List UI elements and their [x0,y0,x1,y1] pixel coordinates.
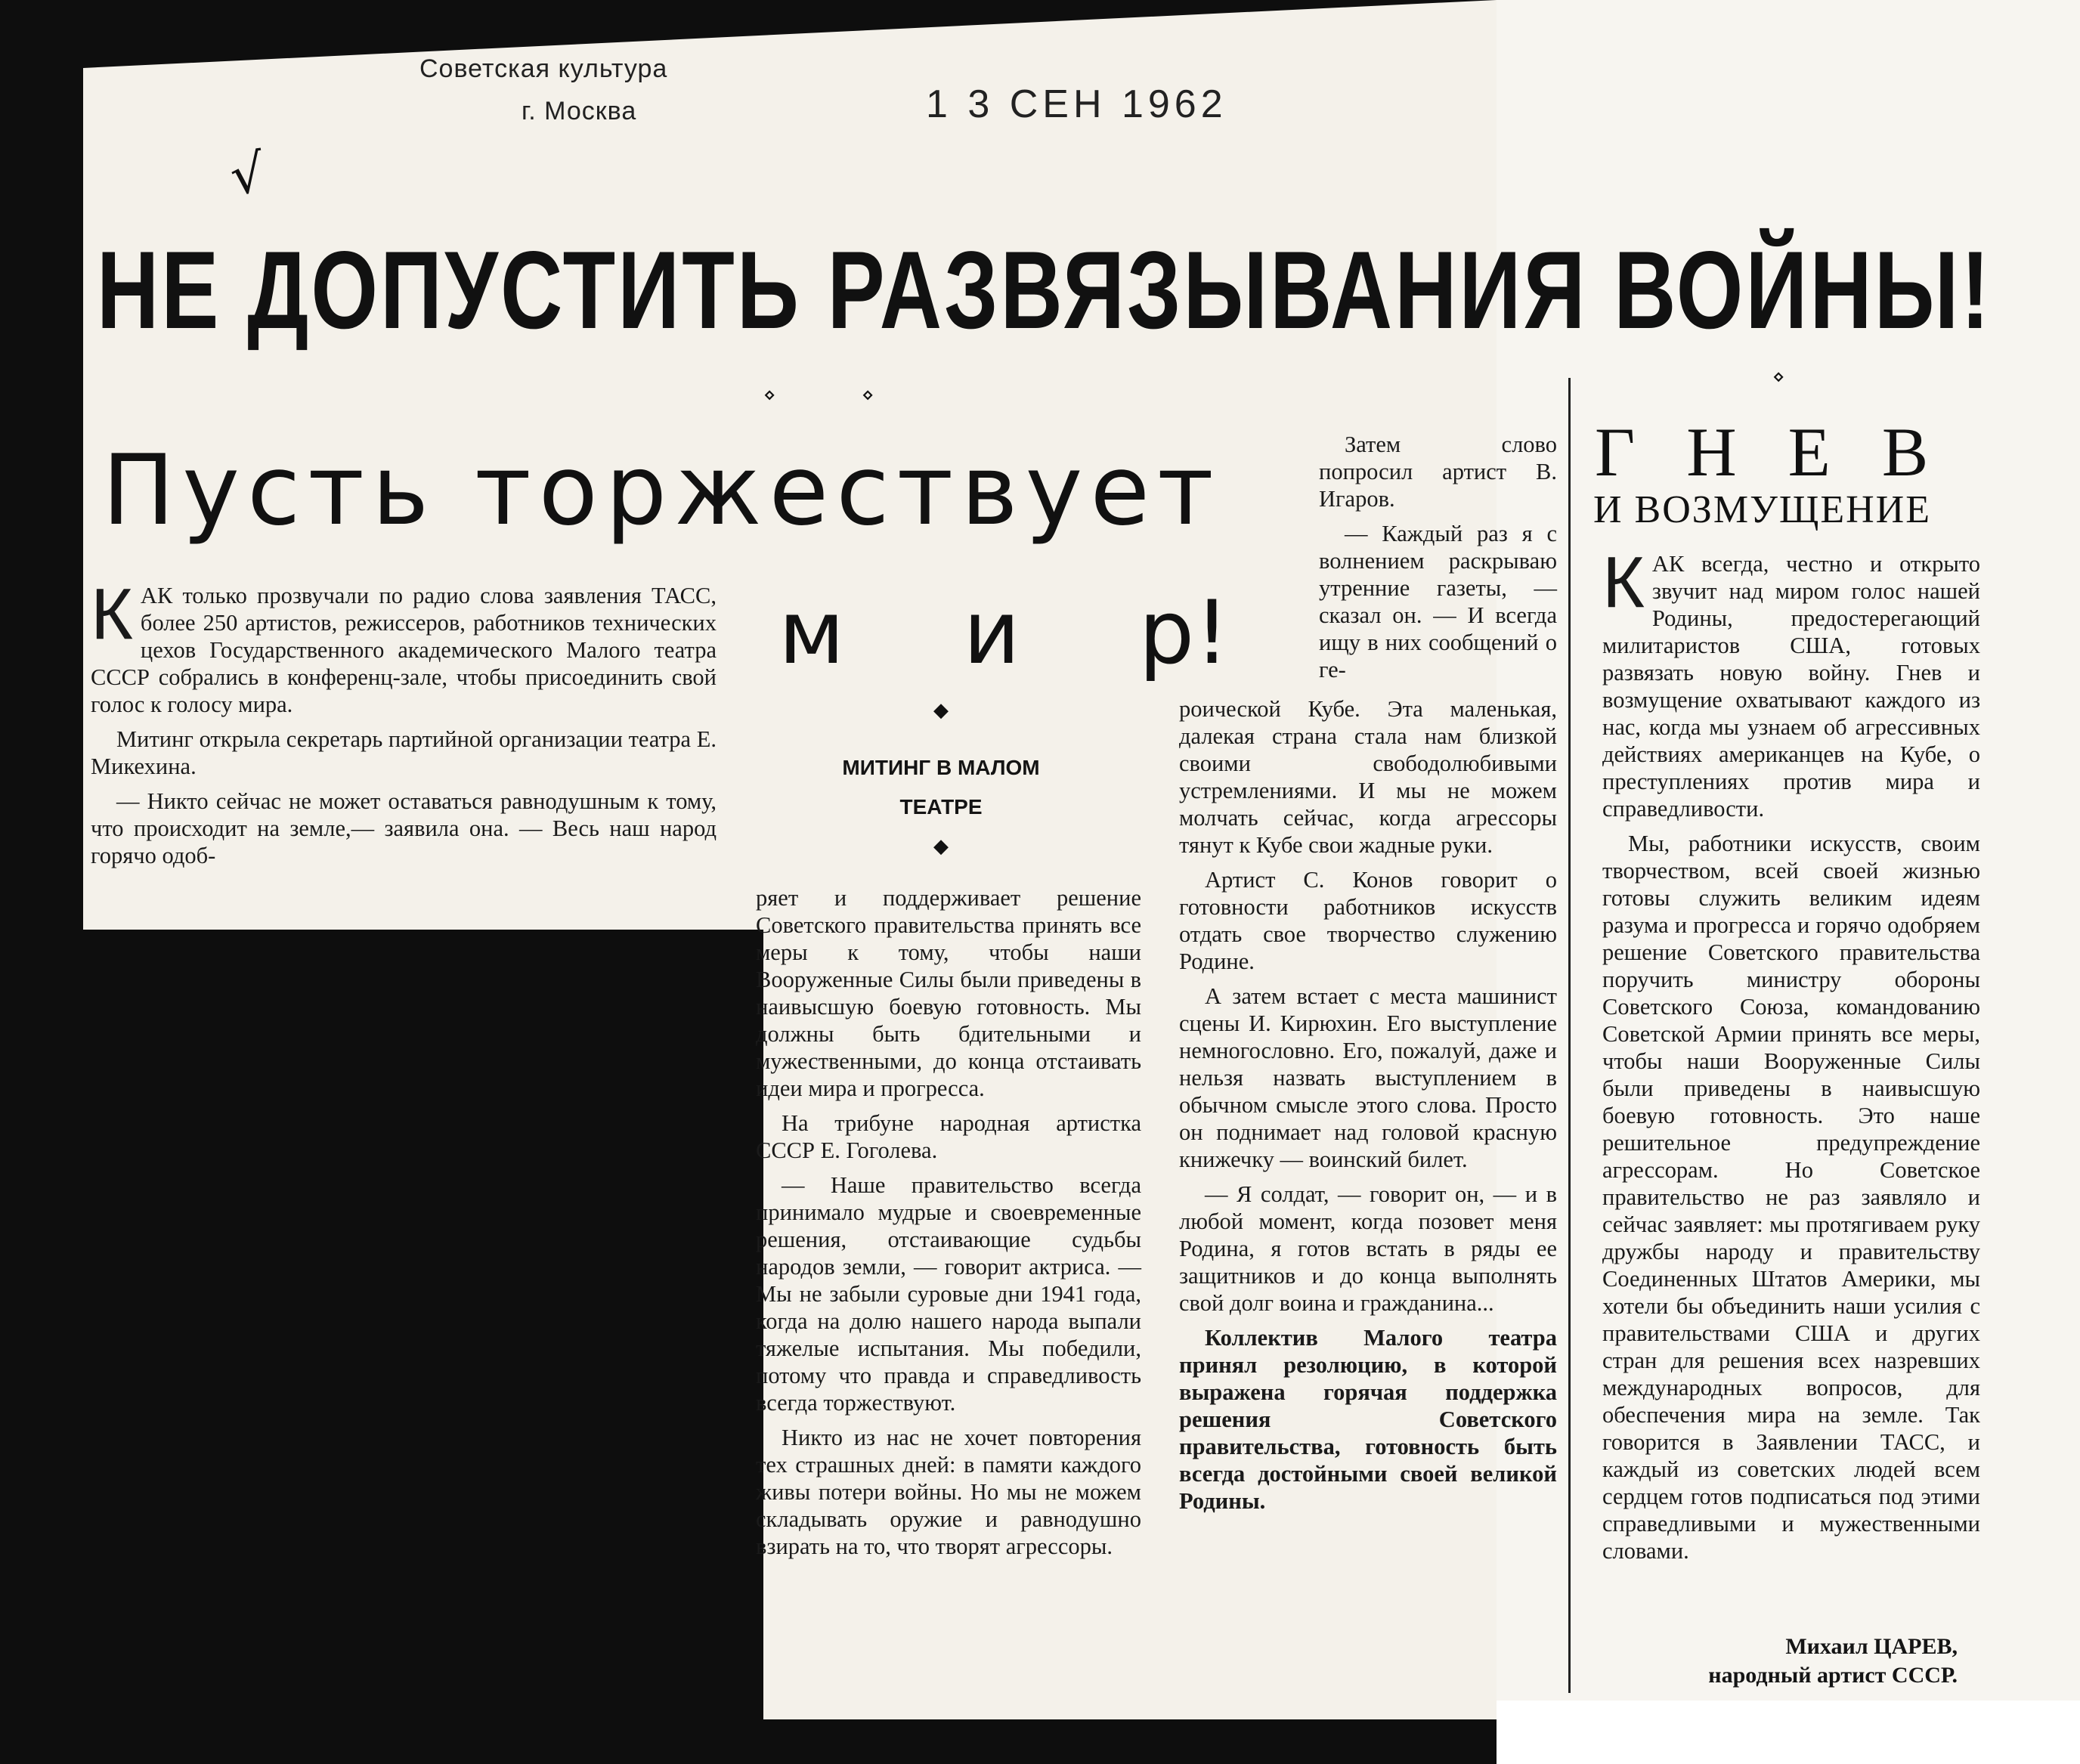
signature-name: Михаил ЦАРЕВ, [1785,1634,1958,1659]
paragraph: Никто из нас не хочет повторения тех страшных дней: в памяти каждого живы потери войны. Но мы не можем складывать оружие и равнодушно взирать на то, что творят агрессоры. [756,1425,1141,1559]
date-stamp: 1 3 СЕН 1962 [926,82,1227,126]
paragraph: КАК только прозвучали по радио слова заявления ТАСС, более 250 артистов, режиссеров, работников технических цехов Государственного академического Малого театра СССР собрались в конференц-зале, чтобы присоединить свой голос к голосу мира. [91,574,717,717]
diamond-icon: ◆ [933,699,949,722]
column-divider [1568,378,1571,1693]
diamond-icon: ⋄ [1772,366,1785,388]
resolution-paragraph: Коллектив Малого театра принял резолюцию, в которой выражена горячая поддержка решения Советского правительства, готовность быть всегда достойными своей великой Родины. [1179,1325,1557,1514]
paragraph: КАК всегда, честно и открыто звучит над миром голос нашей Родины, предостерегающий милитаристов США, готовых развязать новую войну. Гнев и возмущение охватывают каждого из нас, когда мы узнаем об агрессивных действиях американцев на Кубе, о преступлениях против мира и справедливости. [1602,542,1980,822]
article-kicker: МИТИНГ В МАЛОМ ТЕАТРЕ [842,756,1040,819]
column-3 [1179,695,1557,1522]
source-stamp: Советская культура [419,54,668,83]
signature [1602,1632,1958,1690]
paragraph: — Я солдат, — говорит он, — и в любой момент, когда позовет меня Родина, я готов встать в ряды ее защитников и до конца выполнять свой долг воина и гражданина... [1179,1181,1557,1316]
paragraph: роической Кубе. Эта маленькая, далекая страна стала нам близкой своими свободолюбивыми устремлениями. И мы не можем молчать сейчас, когда агрессоры тянут к Кубе свои жадные руки. [1179,696,1557,858]
column-3-top [1319,431,1557,691]
check-mark: √ [226,141,269,208]
paragraph: Затем слово попросил артист В. Игаров. [1319,432,1557,512]
signature-title: народный артист СССР. [1708,1663,1958,1688]
article-title: Пусть торжествует [102,435,1221,547]
main-headline: НЕ ДОПУСТИТЬ РАЗВЯЗЫВАНИЯ ВОЙНЫ! [97,228,1992,351]
paragraph: А затем встает с места машинист сцены И. Кирюхин. Его выступление немногословно. Его, пожалуй, даже и нельзя назвать выступлением в обычном смысле этого слова. Просто он поднимает над головой красную книжечку — воинский билет. [1179,983,1557,1172]
paragraph: Мы, работники искусств, своим творчеством, всей своей жизнью готовы служить великим идеям разума и прогресса и горячо одобряем решение Советского правительства поручить министру обороны Советского Союза, командованию Советской Армии принять все меры, чтобы наши Вооруженные Силы были приведены в наивысшую боевую готовность. Это наше решительное предупреждение агрессорам. Но Советское правительство не раз заявляло и сейчас заявляет: мы протягиваем руку дружбы народу и правительству Соединенных Штатов Америки, мы хотели бы объединить наши усилия с правительствами США и других стран для решения всех назревших международных вопросов, для обеспечения мира на земле. Так говорится в Заявлении ТАСС, и каждый из советских людей всем сердцем готов подписаться под этими справедливыми и мужественными словами. [1602,831,1980,1564]
paragraph: ряет и поддерживает решение Советского правительства принять все меры к тому, чтобы наши Вооруженные Силы были приведены в наивысшую боевую готовность. Мы должны быть бдительными и мужественными, до конца отстаивать идеи мира и прогресса. [756,885,1141,1101]
paragraph: Артист С. Конов говорит о готовности работников искусств отдать свое творчество служению Родине. [1179,867,1557,974]
column-1 [91,574,717,877]
diamond-icon: ◆ [933,835,949,858]
diamond-icon: ⋄ [862,384,874,407]
paragraph: Митинг открыла секретарь партийной организации театра Е. Микехина. [91,726,717,779]
drop-cap: К [1602,542,1645,623]
paragraph: — Никто сейчас не может оставаться равнодушным к тому, что происходит на земле,— заявила она. — Весь наш народ горячо одоб- [91,788,717,868]
right-article-title: ГНЕВ [1595,413,1980,491]
paragraph: — Наше правительство всегда принимало мудрые и своевременные решения, отстаивающие судьбы народов земли, — говорит актриса. — Мы не забыли суровые дни 1941 года, когда на долю нашего народа выпали тяжелые испытания. Мы победили, потому что правда и справедливость всегда торжествуют. [756,1172,1141,1416]
paragraph: — Каждый раз я с волнением раскрываю утренние газеты, — сказал он. — И всегда ищу в них сообщений о ге- [1319,521,1557,682]
city-stamp: г. Москва [522,97,637,125]
right-article-subtitle: И ВОЗМУЩЕНИЕ [1593,488,1931,531]
drop-cap: К [91,574,133,655]
right-column [1602,542,1980,1572]
column-2 [756,884,1141,1567]
article-title-line2: м и р! [778,582,1230,684]
diamond-icon: ⋄ [763,384,776,407]
paragraph: На трибуне народная артистка СССР Е. Гоголева. [756,1110,1141,1163]
